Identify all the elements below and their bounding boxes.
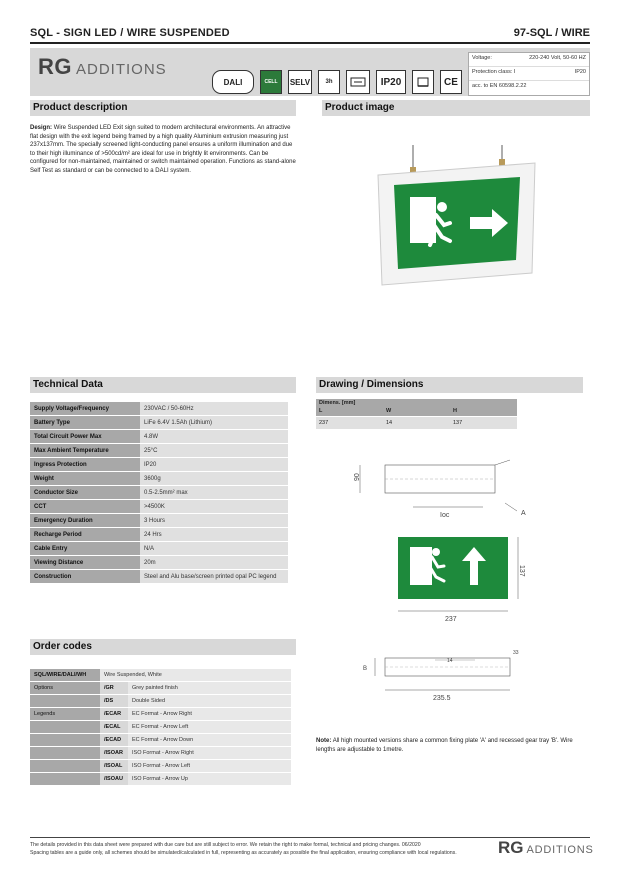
table-row [30,528,288,541]
design-body: Wire Suspended LED Exit sign suited to modern architectural environments. An attractive flat design with the exit legend being framed by a high quality Aluminium extrusion measuring just 237x137mm. The specially screened light-conducting panel ensures a uniform illumination and due to their high illuminance of >500cd/m² are ideal for use in brightly lit environments. Can be configured for non-maintained, maintained or switch maintained operation. Functions as stand-alone Self Test as standard or can be connected to a DALI system. [30,125,296,174]
spec-row-protection [469,67,589,81]
order-desc: Grey painted finish [128,682,291,694]
tech-value: 0.5-2.5mm² max [140,486,288,499]
order-desc: ISO Format - Arrow Right [128,747,291,759]
tech-value: 24 Hrs [140,528,288,541]
tech-key: Ingress Protection [30,458,140,471]
order-codes-table [30,668,291,786]
order-desc: EC Format - Arrow Left [128,721,291,733]
dim-label-ioc: Ioc [440,512,450,519]
brand-logo [38,54,167,80]
footer-brand-mark: RG [498,838,524,857]
tech-value: IP20 [140,458,288,471]
spec-label: acc. to EN 60598.2.22 [472,83,527,89]
product-code: 97-SQL / WIRE [513,27,590,39]
order-suffix: /GR [100,682,128,694]
tech-value: 25°C [140,444,288,457]
tech-value: 230VAC / 50-60Hz [140,402,288,415]
order-suffix: /ECAD [100,734,128,746]
tech-key: Max Ambient Temperature [30,444,140,457]
tech-key: Supply Voltage/Frequency [30,402,140,415]
tech-key: Weight [30,472,140,485]
tech-value: 3 Hours [140,514,288,527]
table-row [30,514,288,527]
order-desc: Wire Suspended, White [100,669,291,681]
order-group [30,760,100,772]
technical-data-table [30,401,288,584]
spec-row-voltage [469,53,589,67]
brand-mark: RG [38,54,72,79]
order-desc: ISO Format - Arrow Left [128,760,291,772]
selv-icon [288,70,312,94]
product-image-heading: Product image [322,100,590,116]
spec-label: Protection class: I [472,69,516,75]
table-row [30,500,288,513]
order-group [30,747,100,759]
footer-line-1: The details provided in this data sheet were prepared with due care but are still subject to error. We retain the right to make formal, technical and pricing changes. 06/2020 [30,842,421,848]
dim-label-14: 14 [447,658,453,664]
cell-icon [260,70,282,94]
order-group [30,773,100,785]
dim-label-33: 33 [513,650,519,656]
table-row [30,682,291,694]
tech-value: N/A [140,542,288,555]
order-suffix: /ISOAL [100,760,128,772]
ce-icon [440,70,462,94]
dim-value-h: 137 [453,420,463,426]
duration-label: 3h [325,79,333,85]
note-text: All high mounted versions share a common fixing plate 'A' and recessed gear tray 'B'. Wire lengths are adjustable to 1metre. [316,738,573,753]
spec-value: 220-240 Volt, 50-60 HZ [529,55,586,61]
class-icon [412,70,434,94]
document-title: SQL - SIGN LED / WIRE SUSPENDED [30,27,230,39]
tech-key: CCT [30,500,140,513]
footer-disclaimer [30,842,500,857]
dim-label-235: 235.5 [433,695,451,702]
order-group [30,721,100,733]
footer-brand-word: ADDITIONS [526,844,594,856]
dim-value-l: 237 [319,420,329,426]
dim-col-w: W [386,408,392,414]
dimensions-table [316,399,517,429]
order-suffix: /DS [100,695,128,707]
front-view-drawing [390,535,540,627]
order-group [30,695,100,707]
order-desc: ISO Format - Arrow Up [128,773,291,785]
table-row [30,430,288,443]
drawing-heading: Drawing / Dimensions [316,377,583,393]
spec-value: IP20 [574,69,586,75]
table-row [30,556,288,569]
order-desc: EC Format - Arrow Down [128,734,291,746]
duration-icon [318,70,340,94]
dim-label-237: 237 [445,616,457,623]
order-group: Options [30,682,100,694]
dimensions-values [316,417,517,429]
tech-key: Emergency Duration [30,514,140,527]
certification-icons [212,70,462,94]
order-suffix: /ISOAU [100,773,128,785]
table-row [30,472,288,485]
dimensions-title: Dimens. [mm] [319,400,356,406]
tech-key: Total Circuit Power Max [30,430,140,443]
table-row [30,695,291,707]
dim-label-137: 137 [518,565,525,577]
product-description-heading: Product description [30,100,296,116]
tech-key: Viewing Distance [30,556,140,569]
table-row [30,458,288,471]
selv-label: SELV [289,77,311,87]
technical-data-heading: Technical Data [30,377,296,393]
mounting-note [316,737,586,754]
ip20-label: IP20 [380,76,402,88]
ip20-icon [376,70,406,94]
ce-label: CE [444,76,458,88]
dim-label-a: A [521,510,526,517]
table-row [30,416,288,429]
dali-label: DALI [223,77,243,87]
table-row [30,747,291,759]
note-lead: Note: [316,738,332,744]
header-rule [30,42,590,44]
order-suffix: /ISOAR [100,747,128,759]
tech-key: Construction [30,570,140,583]
table-row [30,734,291,746]
tech-key: Battery Type [30,416,140,429]
spec-box [468,52,590,96]
table-row [30,669,291,681]
dim-label-90: 90 [354,473,361,481]
product-image [370,145,545,295]
order-desc: EC Format - Arrow Right [128,708,291,720]
product-description-text [30,124,296,176]
tech-value: Steel and Alu base/screen printed opal PC legend [140,570,288,583]
order-suffix: /ECAR [100,708,128,720]
dali-icon [212,70,254,94]
design-lead: Design: [30,125,53,131]
footer-line-2: Spacing tables are a guide only, all schemes should be simulated/calculated in full, representing as accurately as possible the final application, ensuring compliance with local regulations. [30,849,457,856]
dim-col-h: H [453,408,457,414]
footer-logo [498,838,594,858]
order-desc: Double Sided [128,695,291,707]
cell-label: CELL [264,79,278,85]
self-test-icon [346,70,370,94]
table-row [30,760,291,772]
dim-col-l: L [319,408,323,414]
dimensions-header [316,399,517,416]
table-row [30,542,288,555]
table-row [30,721,291,733]
dim-label-b: B [363,666,368,672]
tech-value: 20m [140,556,288,569]
tech-value: >4500K [140,500,288,513]
table-row [30,402,288,415]
table-row [30,444,288,457]
top-view-drawing [355,640,535,710]
order-group: Legends [30,708,100,720]
tech-key: Conductor Size [30,486,140,499]
order-codes-heading: Order codes [30,639,296,655]
order-group [30,734,100,746]
tech-value: 4.8W [140,430,288,443]
table-row [30,486,288,499]
tech-key: Cable Entry [30,542,140,555]
tech-value: LiFe 6.4V 1.5Ah (Lithium) [140,416,288,429]
table-row [30,570,288,583]
side-view-drawing [345,455,545,525]
table-row [30,708,291,720]
order-suffix: /ECAL [100,721,128,733]
order-code: SQL/WIRE/DALI/WH [30,669,100,681]
brand-word: ADDITIONS [76,61,167,78]
spec-label: Voltage: [472,55,492,61]
tech-key: Recharge Period [30,528,140,541]
dim-value-w: 14 [386,420,393,426]
spec-row-standard [469,81,589,94]
table-row [30,773,291,785]
tech-value: 3600g [140,472,288,485]
